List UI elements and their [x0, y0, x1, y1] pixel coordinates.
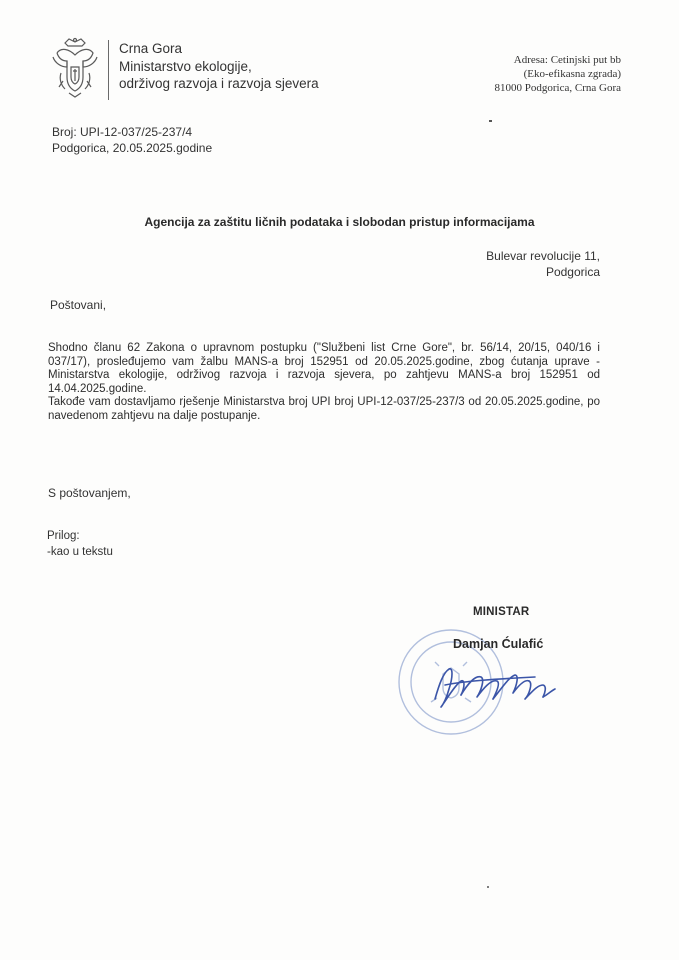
handwritten-signature-icon	[425, 655, 565, 715]
body-paragraph-1: Shodno članu 62 Zakona o upravnom postupku ("Službeni list Crne Gore", br. 56/14, 20/15, 040/16 i 037/17), prosleđujemo vam žalbu MANS-a broj 152951 od 20.05.2025.godine, zbog ćutanja uprave - Ministarstva ekologije, održivog razvoja i razvoja sjevera, po zahtjevu MANS-a broj 152951 od 14.04.2025.godine.	[48, 342, 600, 395]
issuer-address	[401, 53, 621, 95]
attachment-block	[47, 528, 113, 560]
letter-body	[48, 342, 600, 424]
attachment-label: Prilog:	[47, 530, 80, 542]
scan-mark	[487, 886, 489, 888]
issuer-country: Crna Gora	[119, 41, 183, 56]
issuer-block	[119, 40, 319, 93]
recipient-city: Podgorica	[545, 265, 600, 279]
body-paragraph-2: Takođe vam dostavljamo rješenje Ministarstva broj UPI broj UPI-12-037/25-237/3 od 20.05.2025.godine, po navedenom zahtjevu na dalje postupanje.	[48, 396, 600, 422]
issuer-ministry: Ministarstvo ekologije,	[119, 58, 252, 74]
header-divider	[108, 40, 109, 100]
address-line3: 81000 Podgorica, Crna Gora	[494, 82, 621, 94]
recipient-street: Bulevar revolucije 11,	[486, 249, 600, 263]
signatory-name: Damjan Ćulafić	[453, 637, 544, 651]
scan-mark	[489, 120, 492, 122]
address-line2: (Eko-efikasna zgrada)	[523, 68, 621, 80]
coat-of-arms-icon	[51, 37, 99, 99]
address-line1: Adresa: Cetinjski put bb	[513, 54, 621, 66]
signatory-title: MINISTAR	[473, 606, 530, 618]
greeting: Poštovani,	[50, 298, 107, 312]
reference-place-date: Podgorica, 20.05.2025.godine	[52, 141, 213, 155]
reference-number: Broj: UPI-12-037/25-237/4	[52, 125, 193, 139]
recipient-address	[486, 248, 600, 280]
recipient-name: Agencija za zaštitu ličnih podataka i slobodan pristup informacijama	[144, 215, 535, 229]
issuer-ministry-cont: održivog razvoja i razvoja sjevera	[119, 76, 319, 91]
closing-salutation: S poštovanjem,	[48, 486, 131, 500]
reference-block	[52, 124, 212, 156]
attachment-value: -kao u tekstu	[47, 546, 113, 558]
